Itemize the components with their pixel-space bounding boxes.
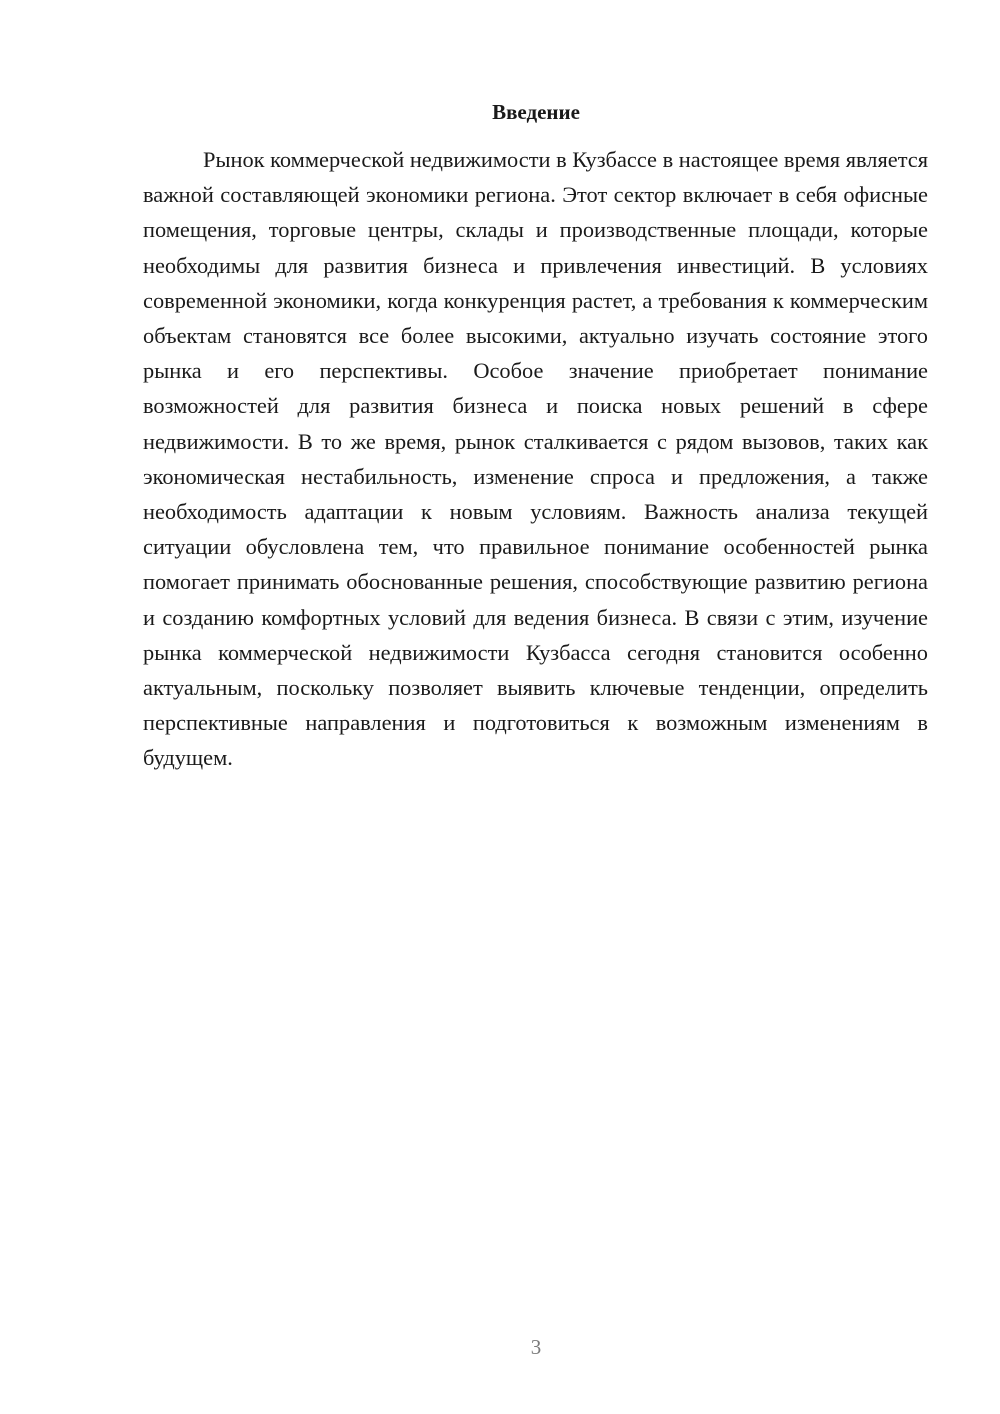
page-number: 3 — [530, 1335, 542, 1359]
section-heading: Введение — [492, 100, 580, 124]
introduction-paragraph: Рынок коммерческой недвижимости в Кузбассе в настоящее время является важной составляющей экономики региона. Этот сектор включает в себя офисные помещения, торговые центры, склады и производственные площади, которые необходимы для развития бизнеса и привлечения инвестиций. В условиях современной экономики, когда конкуренция растет, а требования к коммерческим объектам становятся все более высокими, актуально изучать состояние этого рынка и его перспективы. Особое значение приобретает понимание возможностей для развития бизнеса и поиска новых решений в сфере недвижимости. В то же время, рынок сталкивается с рядом вызовов, таких как экономическая нестабильность, изменение спроса и предложения, а также необходимость адаптации к новым условиям. Важность анализа текущей ситуации обусловлена тем, что правильное понимание особенностей рынка помогает принимать обоснованные решения, способствующие развитию региона и созданию комфортных условий для ведения бизнеса. В связи с этим, изучение рынка коммерческой недвижимости Кузбасса сегодня становится особенно актуальным, поскольку позволяет выявить ключевые тенденции, определить перспективные направления и подготовиться к возможным изменениям в будущем. — [143, 147, 928, 771]
